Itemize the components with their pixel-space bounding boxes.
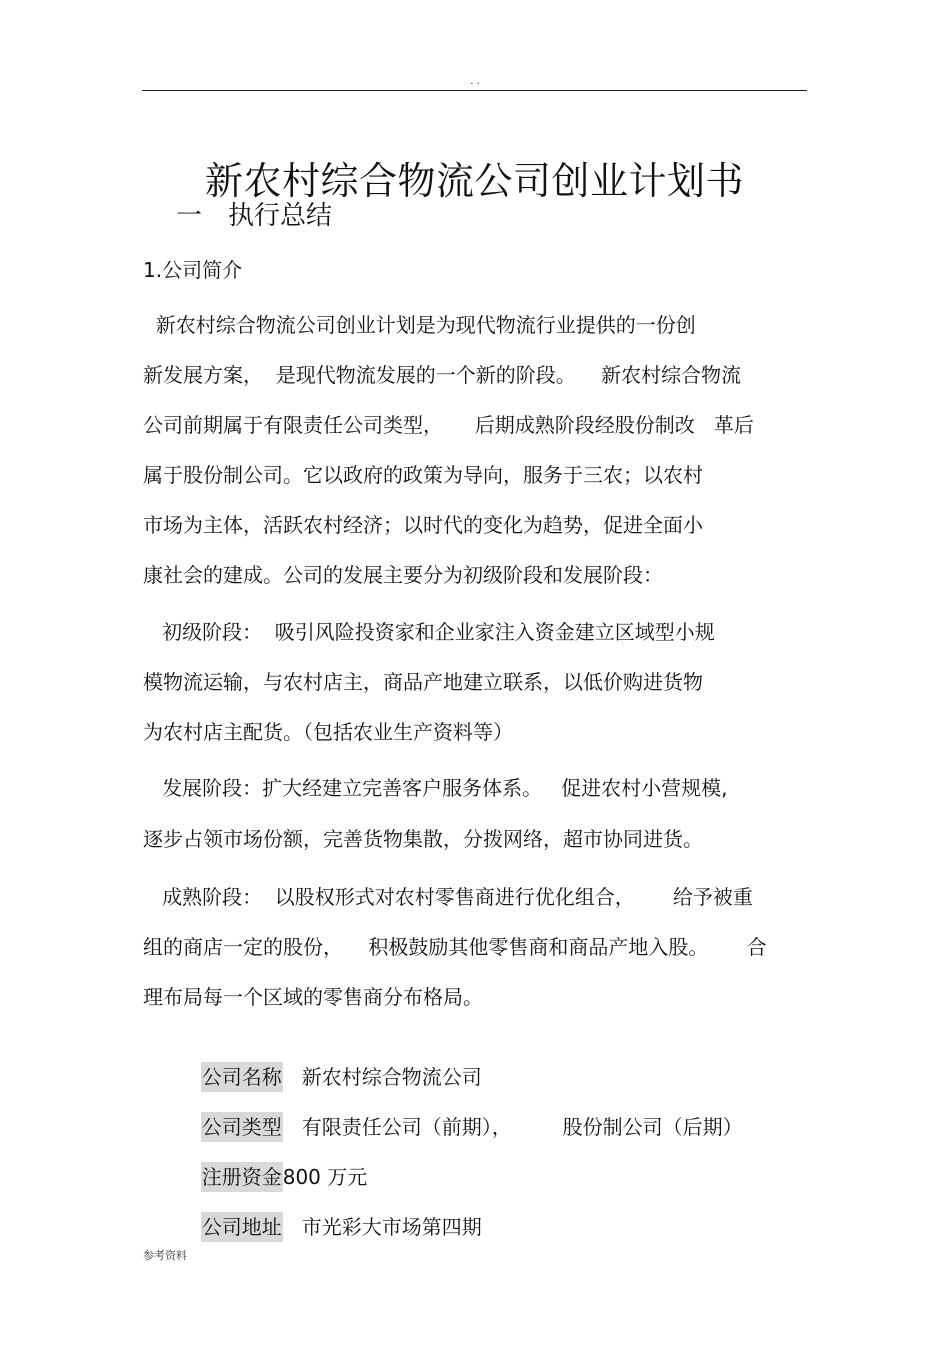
section-title: 执行总结 (228, 201, 333, 231)
paragraph-line: 公司前期属于有限责任公司类型， 后期成熟阶段经股份制改 革后 (143, 413, 754, 437)
section-number: 一 (176, 201, 203, 231)
info-value: 有限责任公司（前期）， 股份制公司（后期） (282, 1115, 743, 1139)
footer-note: 参考资料 (143, 1249, 187, 1262)
info-value: 市光彩大市场第四期 (282, 1215, 482, 1239)
paragraph-line: 成熟阶段： 以股权形式对农村零售商进行优化组合， 给予被重 (143, 885, 753, 909)
paragraph-line: 逐步占领市场份额，完善货物集散，分拨网络，超市协同进货。 (143, 827, 703, 851)
paragraph-line: 组的商店一定的股份， 积极鼓励其他零售商和商品产地入股。 合 (143, 935, 767, 959)
paragraph-line: 属于股份制公司。它以政府的政策为导向，服务于三农；以农村 (143, 463, 703, 487)
header-mark: . . (470, 76, 480, 87)
info-label: 公司类型 (201, 1112, 283, 1142)
info-label: 注册资金 (201, 1162, 283, 1192)
header-rule (142, 90, 807, 91)
subsection-heading: 1.公司简介 (143, 258, 243, 282)
paragraph-line: 新农村综合物流公司创业计划是为现代物流行业提供的一份创 (143, 313, 696, 337)
info-row-company-address (188, 1182, 482, 1242)
paragraph-line: 发展阶段：扩大经建立完善客户服务体系。 促进农村小营规模, (143, 776, 728, 800)
info-label: 公司名称 (201, 1062, 283, 1092)
paragraph-line: 为农村店主配货。（包括农业生产资料等） (143, 720, 513, 744)
info-label: 公司地址 (201, 1212, 283, 1242)
paragraph-line: 初级阶段： 吸引风险投资家和企业家注入资金建立区域型小规 (143, 620, 715, 644)
info-value: 新农村综合物流公司 (282, 1065, 482, 1089)
paragraph-line: 新发展方案， 是现代物流发展的一个新的阶段。 新农村综合物流 (143, 363, 742, 387)
paragraph-line: 模物流运输，与农村店主，商品产地建立联系，以低价购进货物 (143, 670, 703, 694)
section-heading (176, 196, 332, 236)
paragraph-line: 康社会的建成。公司的发展主要分为初级阶段和发展阶段： (143, 563, 663, 587)
paragraph-line: 市场为主体，活跃农村经济；以时代的变化为趋势，促进全面小 (143, 513, 703, 537)
info-value: 800 万元 (282, 1165, 368, 1189)
document-title: 新农村综合物流公司创业计划书 (204, 159, 744, 204)
paragraph-line: 理布局每一个区域的零售商分布格局。 (143, 985, 483, 1009)
